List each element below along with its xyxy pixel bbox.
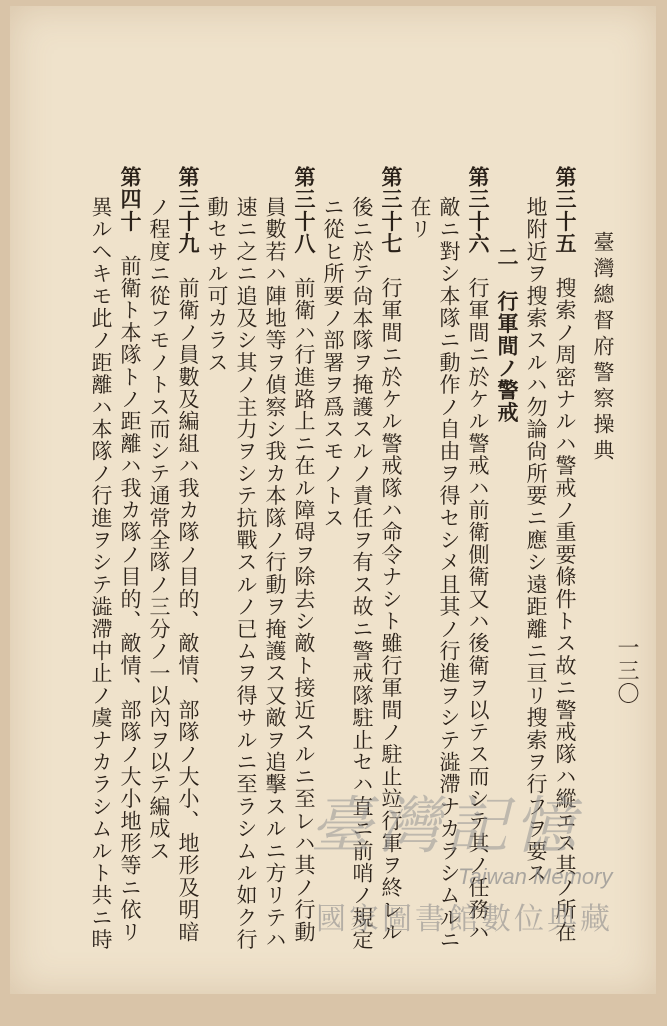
text-column — [318, 196, 347, 976]
article-text: 異ルヘキモ此ノ距離ハ本隊ノ行進ヲシテ澁滯中止ノ虞ナカラシムルト共ニ時 — [89, 196, 113, 951]
article-text: 動セサル可カラス — [205, 196, 229, 374]
article-label: 第四十 — [118, 166, 143, 233]
watermark-institution: 國家圖書館數位典藏 — [316, 902, 613, 937]
article-text: 前衛ノ員數及編組ハ我カ隊ノ目的、敵情、部隊ノ大小、地形及明暗 — [176, 277, 200, 944]
article-label: 第三十五 — [553, 166, 578, 255]
article-text: 後ニ於テ尙本隊ヲ掩護スルノ責任ヲ有ス故ニ警戒隊駐止セハ直ニ前哨ノ規定 — [350, 196, 374, 951]
text-column — [550, 166, 580, 946]
article-text: 前衛ト本隊トノ距離ハ我カ隊ノ目的、敵情、部隊ノ大小地形等ニ依リ — [118, 254, 142, 944]
article-label: 第三十九 — [176, 166, 201, 255]
text-column — [289, 166, 319, 946]
watermark-logo: 臺灣記憶 — [310, 789, 583, 862]
text-column — [405, 196, 434, 976]
text-column — [347, 196, 376, 976]
article-text: ノ程度ニ從フモノトス而シテ通常全隊ノ三分ノ一以內ヲ以テ編成ス — [147, 196, 171, 862]
article-text: 搜索ノ周密ナルハ警戒ノ重要條件トス故ニ警戒隊ハ縱エス其ノ所在 — [553, 277, 577, 944]
text-column — [173, 166, 203, 946]
text-column — [463, 166, 493, 946]
watermark-english: Taiwan Memory — [458, 864, 613, 889]
article-text: 速ニ之ニ追及シ其ノ主力ヲシテ抗戰スルノ已ムヲ得サルニ至ラシムル如ク行 — [234, 196, 258, 951]
article-text: 敵ニ對シ本隊ニ動作ノ自由ヲ得セシメ且其ノ行進ヲシテ澁滯ナカラシムルニ — [437, 196, 461, 951]
article-label: 第三十七 — [379, 166, 404, 255]
article-text: 員數若ハ陣地等ヲ偵察シ我カ本隊ノ行動ヲ掩護ス又敵ヲ追擊スルニ方リテハ — [263, 196, 287, 951]
text-column — [144, 196, 173, 976]
text-column — [521, 196, 550, 976]
article-text: 地附近ヲ搜索スルハ勿論尙所要ニ應シ遠距離ニ亘リ搜索ヲ行フヲ要ス — [524, 196, 548, 885]
article-text: 行軍間ニ於ケル警戒ハ前衛側衛又ハ後衛ヲ以テス而シテ其ノ任務ハ — [466, 277, 490, 944]
book-page — [10, 6, 656, 994]
article-text: 行軍間ニ於ケル警戒隊ハ命令ナシト雖行軍間ノ駐止竝行軍ヲ終レル — [379, 277, 403, 944]
article-text: 前衛ハ行進路上ニ在ル障碍ヲ除去シ敵ト接近スルニ至レハ其ノ行動 — [292, 277, 316, 944]
running-header: 臺灣總督府警察操典 — [591, 231, 615, 465]
article-text: ニ從ヒ所要ノ部署ヲ爲スモノトス — [321, 196, 345, 529]
text-column — [86, 196, 115, 976]
article-label: 第三十八 — [292, 166, 317, 255]
text-column — [202, 196, 231, 976]
article-text: 在リ — [408, 196, 432, 241]
text-column — [260, 196, 289, 976]
section-heading: 二 行軍間ノ警戒 — [495, 246, 520, 424]
text-column — [376, 166, 406, 946]
text-column — [231, 196, 260, 976]
text-column — [434, 196, 463, 976]
article-label: 第三十六 — [466, 166, 491, 255]
text-column — [115, 166, 145, 946]
page-number: 一三〇 — [614, 636, 639, 705]
